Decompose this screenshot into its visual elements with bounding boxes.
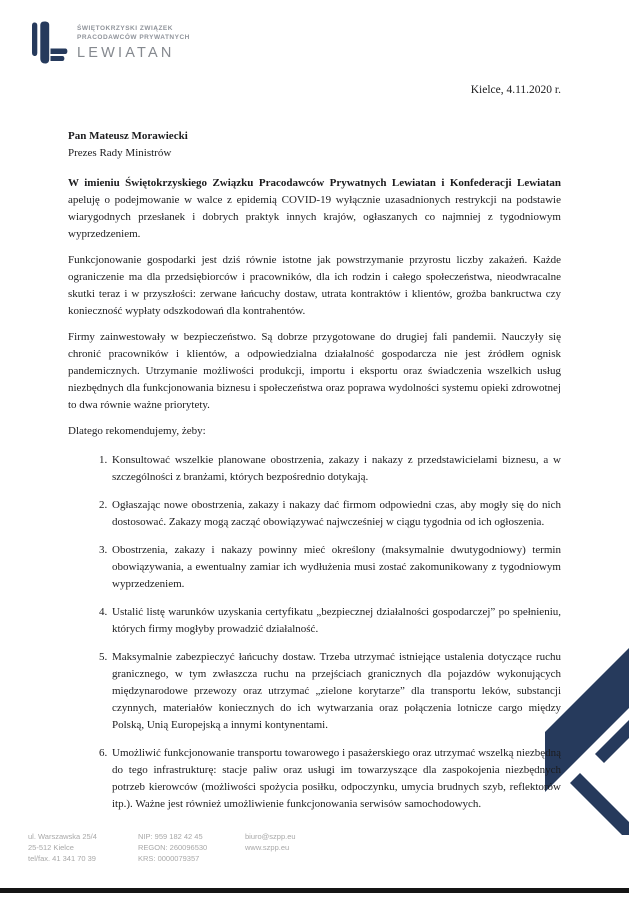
recommendation-item-text: Obostrzenia, zakazy i nakazy powinny mieć określony (maksymalnie dwutygodniowy) termin obowiązywania, a ewentualny zamiar ich wydłużenia musi zostać zakomunikowany z tygodniowym wyprzedzeniem. xyxy=(112,544,561,590)
footer-registry xyxy=(138,831,245,864)
recommendation-item-text: Ogłaszając nowe obostrzenia, zakazy i nakazy dać firmom odpowiedni czas, aby mogły się do nich dostosować. Zakazy mogą zacząć obowiązywać najwcześniej w ciągu tygodnia od ich ogłoszenia. xyxy=(112,499,561,528)
paragraph-firms: Firmy zainwestowały w bezpieczeństwo. Są dobrze przygotowane do drugiej fali pandemii. Nauczyły się chronić pracowników i klientów, a odpowiedzialna działalność gospodarcza nie jest źródłem ognisk pandemicznych. Utrzymanie możliwości produkcji, importu i eksportu oraz świadczenia wszelkich usług niezbędnych dla funkcjonowania biznesu i społeczeństwa oraz poprawa wydolności systemu opieki zdrowotnej to dwa równie ważne priorytety. xyxy=(68,331,561,411)
dateline: Kielce, 4.11.2020 r. xyxy=(470,84,561,96)
paragraph-appeal-rest: apeluję o podejmowanie w walce z epidemią COVID-19 wyłącznie uzasadnionych restrykcji na podstawie wiarygodnych przesłanek i dobrych praktyk innych krajów, ogłaszanych co najmniej z tygodniowym wyprzedzeniem. xyxy=(68,194,561,240)
lewiatan-logo-text xyxy=(77,21,190,61)
recommendation-item xyxy=(110,452,561,486)
recommendations-intro: Dlatego rekomendujemy, żeby: xyxy=(68,425,206,437)
recommendation-item xyxy=(110,542,561,593)
brand-name: LEWIATAN xyxy=(77,45,175,61)
footer-address xyxy=(28,831,138,864)
recipient-name: Pan Mateusz Morawiecki xyxy=(68,130,188,142)
lewiatan-logo-mark-icon xyxy=(30,21,70,65)
footer-regon: REGON: 260096530 xyxy=(138,843,208,852)
footer-krs: KRS: 0000079357 xyxy=(138,854,200,863)
footer-contact xyxy=(245,831,296,864)
recommendation-item-text: Umożliwić funkcjonowanie transportu towarowego i pasażerskiego oraz utrzymać wszelką niezbędną do tego infrastrukturę: stacje paliw oraz usługi im towarzyszące dla zaspokojenia niezbędnych potrzeb kierowców (możliwości spożycia posiłku, odpoczynku, umycia brudnych szyb, reflektorów itp.). Ważne jest również umożliwienie funkcjonowania serwisów samochodowych. xyxy=(112,747,561,810)
bottom-bar xyxy=(0,888,629,893)
recommendation-item xyxy=(110,497,561,531)
recipient-title: Prezes Rady Ministrów xyxy=(68,147,172,159)
recommendation-item-text: Konsultować wszelkie planowane obostrzenia, zakazy i nakazy z przedstawicielami biznesu, a w szczególności z branżami, których bezpośrednio dotykają. xyxy=(112,454,561,483)
recommendation-item xyxy=(110,649,561,734)
recommendation-item-text: Ustalić listę warunków uzyskania certyfikatu „bezpiecznej działalności gospodarczej” po spełnieniu, których firmy mogłyby prowadzić działalność. xyxy=(112,606,561,635)
footer-address-street: ul. Warszawska 25/4 xyxy=(28,832,97,841)
org-name-line2: PRACODAWCÓW PRYWATNYCH xyxy=(77,33,190,41)
paragraph-economy: Funkcjonowanie gospodarki jest dziś równie istotne jak powstrzymanie przyrostu liczby zakażeń. Każde ograniczenie ma dla przedsiębiorców i pracowników, dla ich rodzin i całego społeczeństwa, nieodwracalne skutki teraz i w przyszłości: zerwane łańcuchy dostaw, utrata kontraktów i klientów, groźba bankructwa czy konieczność wypłaty odszkodowań dla kontrahentów. xyxy=(68,254,561,317)
footer-email: biuro@szpp.eu xyxy=(245,832,296,841)
letter-body xyxy=(68,128,561,824)
recommendation-item-text: Maksymalnie zabezpieczyć łańcuchy dostaw. Trzeba utrzymać istniejące ustalenia dotyczące ruchu granicznego, w tym zwłaszcza ruchu na przejściach granicznych dla pojazdów wykonujących międzynarodowe przewozy oraz utrzymać „zielone korytarze” dla transportu leków, substancji czynnych, materiałów koniecznych do ich wytwarzania oraz połączenia lotnicze cargo między Polską, Unią Europejską a innymi kontynentami. xyxy=(112,651,561,731)
lewiatan-logo xyxy=(30,21,190,65)
letter-footer xyxy=(28,831,296,864)
footer-address-phone: tel/fax. 41 341 70 39 xyxy=(28,854,96,863)
footer-nip: NIP: 959 182 42 45 xyxy=(138,832,203,841)
footer-website: www.szpp.eu xyxy=(245,843,290,852)
org-name-line1: ŚWIĘTOKRZYSKI ZWIĄZEK xyxy=(77,25,173,32)
recommendations-list xyxy=(68,452,561,813)
paragraph-appeal xyxy=(68,175,561,243)
recommendation-item xyxy=(110,604,561,638)
recommendation-item xyxy=(110,745,561,813)
footer-address-city: 25-512 Kielce xyxy=(28,843,74,852)
paragraph-appeal-bold-lead: W imieniu Świętokrzyskiego Związku Pracodawców Prywatnych Lewiatan i Konfederacji Lewiatan xyxy=(68,177,561,189)
